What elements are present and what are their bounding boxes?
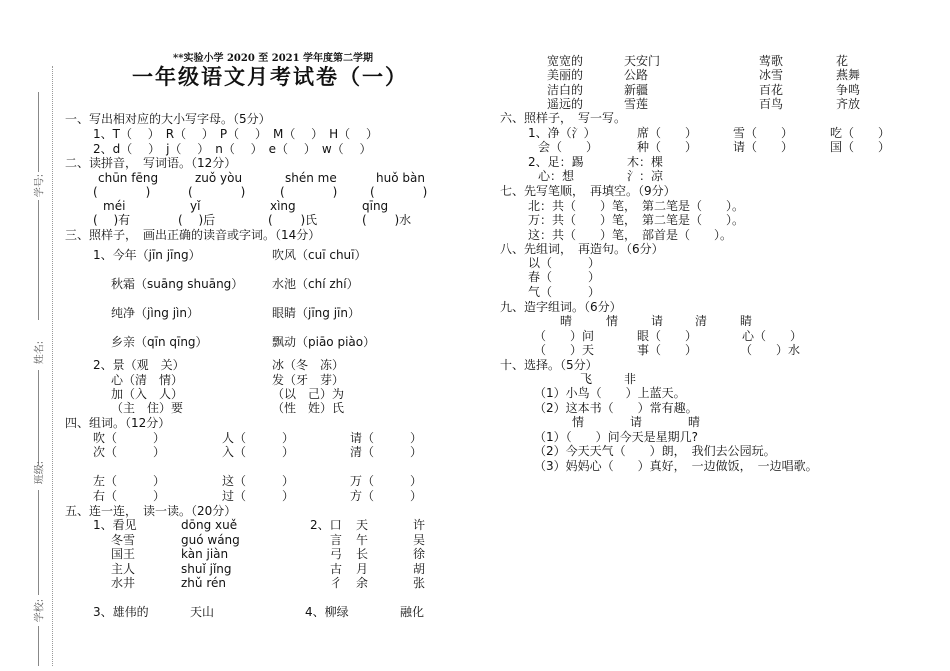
- section-1-heading: 一、写出相对应的大小写字母。（5分）: [65, 112, 271, 126]
- match-part: 月: [356, 562, 369, 576]
- pinyin: chūn fēng: [98, 171, 159, 185]
- section-5-heading: 五、连一连， 读一读。（20分）: [65, 504, 237, 518]
- match-char: 胡: [413, 562, 426, 576]
- fill-blank: ( )有: [93, 213, 131, 227]
- match-word: 齐放: [836, 97, 861, 111]
- s9-item: （ ）水: [740, 343, 801, 357]
- match-part: 余: [356, 576, 369, 590]
- s3-item: 吹风（cuī chuī）: [272, 248, 367, 262]
- answer-blank: ( ): [370, 185, 428, 199]
- s6-item: 会（ ）: [538, 140, 599, 154]
- name-label: 姓名:: [34, 340, 46, 365]
- s1-row-1: 1、T（ ） R（ ） P（ ） M（ ） H（ ）: [93, 127, 378, 141]
- match-word: 主人: [111, 562, 136, 576]
- match-part: 午: [356, 533, 369, 547]
- student-id-label: 学号:: [34, 173, 46, 198]
- pinyin: xìng: [270, 199, 296, 213]
- match-char: 徐: [413, 547, 426, 561]
- s6-item: 席（ ）: [637, 126, 698, 140]
- section-10-heading: 十、选择。（5分）: [500, 358, 598, 372]
- pinyin: qīng: [362, 199, 389, 213]
- match-word: 莺歌: [759, 54, 784, 68]
- match-word: 1、看见: [93, 518, 137, 532]
- s6-item: 请（ ）: [733, 140, 794, 154]
- s9-char: 睛: [740, 314, 753, 328]
- match-char: 张: [413, 576, 426, 590]
- s6-item: 雪（ ）: [733, 126, 794, 140]
- binding-dashed-line: [52, 66, 53, 666]
- section-8-heading: 八、先组词， 再造句。（6分）: [500, 242, 664, 256]
- match-word: 宽宽的: [547, 54, 584, 68]
- match-word: 冬雪: [111, 533, 136, 547]
- match-word: 3、雄伟的: [93, 605, 149, 619]
- s6-item: 种（ ）: [637, 140, 698, 154]
- s3-item: 乡亲（qīn qīng）: [111, 335, 208, 349]
- s9-item: （ ）问: [534, 329, 595, 343]
- section-2-heading: 二、读拼音， 写词语。（12分）: [65, 156, 237, 170]
- word-blank: 这（ ）: [222, 474, 295, 488]
- s9-item: 眼（ ）: [637, 329, 698, 343]
- answer-blank: ( ): [280, 185, 338, 199]
- margin-line: [38, 370, 39, 465]
- match-word: 洁白的: [547, 83, 584, 97]
- match-word: 天安门: [624, 54, 661, 68]
- exam-title: 一年级语文月考试卷（一）: [132, 65, 408, 89]
- s9-item: （ ）天: [534, 343, 595, 357]
- match-word: 融化: [400, 605, 425, 619]
- s6-item: 1、净（氵）: [528, 126, 596, 140]
- match-word: 美丽的: [547, 68, 584, 82]
- match-word: 天山: [190, 605, 215, 619]
- match-word: 燕舞: [836, 68, 861, 82]
- match-char: 许: [413, 518, 426, 532]
- match-radical: 2、口: [310, 518, 342, 532]
- match-word: 4、柳绿: [305, 605, 349, 619]
- match-part: 长: [356, 547, 369, 561]
- s9-char: 晴: [560, 314, 573, 328]
- s6-item: 木：棵: [627, 155, 664, 169]
- match-word: 水井: [111, 576, 136, 590]
- section-4-heading: 四、组词。（12分）: [65, 416, 171, 430]
- word-blank: 吹（ ）: [93, 431, 166, 445]
- match-word: 花: [836, 54, 849, 68]
- s9-item: 事（ ）: [637, 343, 698, 357]
- s10-choice: 晴: [688, 415, 701, 429]
- word-blank: 左（ ）: [93, 474, 166, 488]
- match-word: 公路: [624, 68, 649, 82]
- section-3-heading: 三、照样子， 画出正确的读音或字词。（14分）: [65, 228, 321, 242]
- margin-line: [38, 490, 39, 595]
- margin-line: [38, 200, 39, 320]
- pinyin: huǒ bàn: [376, 171, 425, 185]
- word-blank: 万（ ）: [350, 474, 423, 488]
- s7-row: 这：共（ ）笔， 部首是（ ）。: [528, 228, 733, 242]
- match-part: 天: [356, 518, 369, 532]
- s8-row: 以（ ）: [528, 256, 601, 270]
- s10-choice: 飞: [580, 372, 593, 386]
- s10-question: （3）妈妈心（ ）真好， 一边做饭， 一边唱歌。: [534, 459, 818, 473]
- s3-item: 2、景（观 关）: [93, 358, 185, 372]
- match-word: 争鸣: [836, 83, 861, 97]
- match-word: 冰雪: [759, 68, 784, 82]
- word-blank: 请（ ）: [350, 431, 423, 445]
- match-word: 国王: [111, 547, 136, 561]
- s7-row: 万：共（ ）笔， 第二笔是（ ）。: [528, 213, 745, 227]
- word-blank: 次（ ）: [93, 445, 166, 459]
- s6-item: 心：想: [538, 169, 575, 183]
- match-radical: 彳: [330, 576, 343, 590]
- s3-item: 飘动（piāo piào）: [272, 335, 376, 349]
- match-pinyin: zhǔ rén: [181, 576, 226, 590]
- s10-choice: 情: [572, 415, 585, 429]
- s6-item: 吃（ ）: [830, 126, 891, 140]
- match-word: 雪莲: [624, 97, 649, 111]
- pinyin: yǐ: [190, 199, 201, 213]
- match-word: 遥远的: [547, 97, 584, 111]
- s3-item: 纯净（jìng jìn）: [111, 306, 199, 320]
- match-char: 吴: [413, 533, 426, 547]
- s10-choice: 请: [630, 415, 643, 429]
- s6-item: 氵：凉: [627, 169, 664, 183]
- match-radical: 言: [330, 533, 343, 547]
- school-label: 学校:: [34, 598, 46, 623]
- s3-item: 眼睛（jīng jīn）: [272, 306, 360, 320]
- s3-item: 1、今年（jīn jīng）: [93, 248, 201, 262]
- s10-question: （2）今天天气（ ）朗， 我们去公园玩。: [534, 444, 776, 458]
- word-blank: 清（ ）: [350, 445, 423, 459]
- answer-blank: ( ): [188, 185, 246, 199]
- fill-blank: ( )后: [178, 213, 216, 227]
- s7-row: 北：共（ ）笔， 第二笔是（ ）。: [528, 199, 745, 213]
- s6-item: 国（ ）: [830, 140, 891, 154]
- s3-item: 水池（chí zhí）: [272, 277, 359, 291]
- match-pinyin: dōng xuě: [181, 518, 238, 532]
- s9-char: 清: [695, 314, 708, 328]
- s1-row-2: 2、d（ ） j（ ） n（ ） e（ ） w（ ）: [93, 142, 372, 156]
- pinyin: shén me: [285, 171, 337, 185]
- s3-item: 加（入 人）: [111, 387, 184, 401]
- s8-row: 春（ ）: [528, 270, 601, 284]
- word-blank: 过（ ）: [222, 489, 295, 503]
- section-6-heading: 六、照样子， 写一写。: [500, 111, 627, 125]
- word-blank: 方（ ）: [350, 489, 423, 503]
- fill-blank: ( )水: [362, 213, 412, 227]
- s10-question: （2）这本书（ ）常有趣。: [534, 401, 698, 415]
- match-word: 百花: [759, 83, 784, 97]
- s3-item: 冰（冬 冻）: [272, 358, 345, 372]
- pinyin: zuǒ yòu: [195, 171, 243, 185]
- match-word: 百鸟: [759, 97, 784, 111]
- s10-question: （1）（ ）问今天是星期几?: [534, 430, 699, 444]
- answer-blank: ( ): [93, 185, 151, 199]
- s3-item: （性 姓）氏: [272, 401, 345, 415]
- s10-choice: 非: [624, 372, 637, 386]
- exam-subtitle: **实验小学 2020 至 2021 学年度第二学期: [173, 53, 374, 64]
- word-blank: 人（ ）: [222, 431, 295, 445]
- s8-row: 气（ ）: [528, 285, 601, 299]
- word-blank: 入（ ）: [222, 445, 295, 459]
- s3-item: （以 己）为: [272, 387, 345, 401]
- match-pinyin: kàn jiàn: [181, 547, 229, 561]
- section-7-heading: 七、先写笔顺， 再填空。（9分）: [500, 184, 676, 198]
- s10-question: （1）小鸟（ ）上蓝天。: [534, 386, 686, 400]
- s3-item: 秋霜（suāng shuāng）: [111, 277, 244, 291]
- s3-item: 发（牙 芽）: [272, 373, 345, 387]
- s9-char: 情: [606, 314, 619, 328]
- s3-item: （主 住）要: [111, 401, 184, 415]
- match-pinyin: guó wáng: [181, 533, 240, 547]
- s9-item: 心（ ）: [742, 329, 803, 343]
- s6-item: 2、足：踢: [528, 155, 584, 169]
- section-9-heading: 九、造字组词。（6分）: [500, 300, 622, 314]
- match-word: 新疆: [624, 83, 649, 97]
- match-pinyin: shuǐ jǐng: [181, 562, 232, 576]
- pinyin: méi: [103, 199, 126, 213]
- word-blank: 右（ ）: [93, 489, 166, 503]
- s9-char: 请: [651, 314, 664, 328]
- class-label: 班级:: [34, 460, 46, 485]
- margin-line: [38, 626, 39, 666]
- match-radical: 古: [330, 562, 343, 576]
- margin-line: [38, 92, 39, 172]
- fill-blank: ( )氏: [268, 213, 318, 227]
- s3-item: 心（清 情）: [111, 373, 184, 387]
- match-radical: 弓: [330, 547, 343, 561]
